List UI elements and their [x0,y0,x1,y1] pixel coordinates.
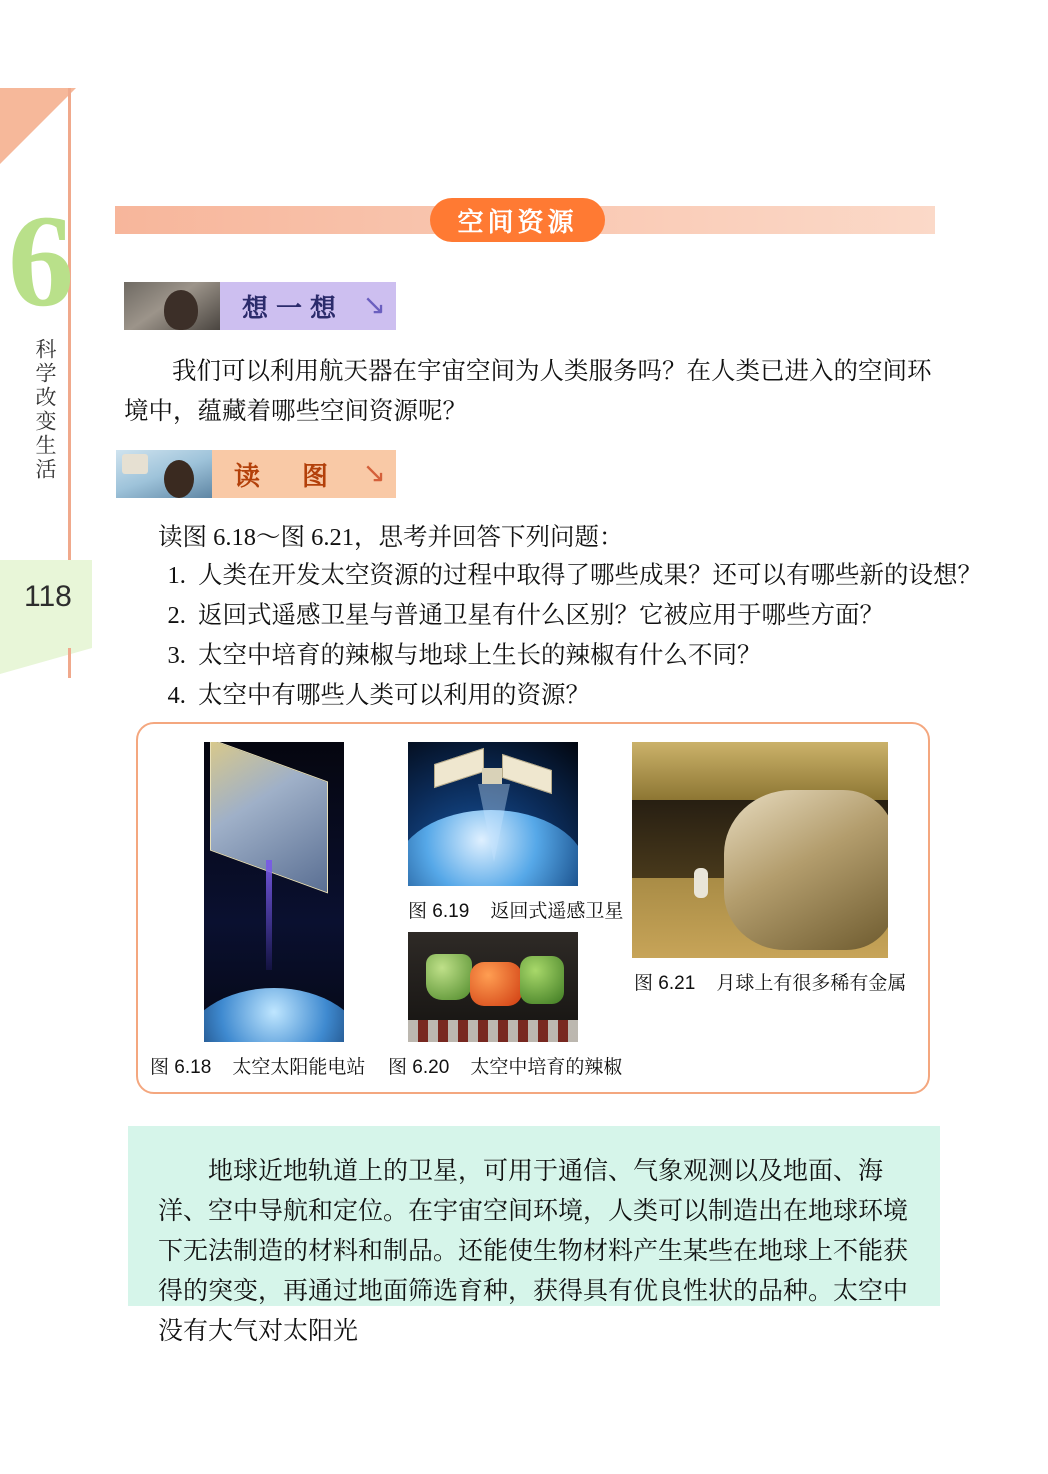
figure-panel [136,722,930,1094]
figure-caption-text: 月球上有很多稀有金属 [716,973,907,994]
activity-header-think [124,282,396,330]
page-content [110,0,982,1474]
earth-shape [204,988,344,1042]
activity-think-label: 想一想 [242,292,345,323]
arrow-down-right-icon: ↘ [362,458,386,489]
list-item: 2. 返回式遥感卫星与普通卫星有什么区别？它被应用于哪些方面？ [192,596,982,636]
pepper-red [470,962,522,1006]
solar-wing-left [434,748,484,788]
figure-number: 图 6.18 [150,1057,212,1078]
figure-space-bred-peppers-image [408,932,578,1042]
students-reading-photo [116,450,212,498]
astronaut-figure [694,868,708,898]
checkered-cloth [408,1020,578,1042]
figure-number: 图 6.19 [408,901,470,922]
satellite-body [482,768,502,784]
list-item: 4. 太空中有哪些人类可以利用的资源？ [192,676,982,716]
figure-caption-text: 太空太阳能电站 [232,1057,366,1078]
activity-header-read [116,450,396,498]
summary-box [128,1126,940,1345]
rail-bottom-line [68,648,71,678]
think-paragraph: 我们可以利用航天器在宇宙空间为人类服务吗？在人类已进入的空间环境中，蕴藏着哪些空间资源呢？ [124,358,932,425]
sensor-beam-shape [478,784,510,862]
left-margin-rail [0,0,92,1474]
figure-caption-text: 太空中培育的辣椒 [470,1057,623,1078]
figure-caption-6-20 [388,1052,622,1079]
arrow-down-right-icon: ↘ [362,290,386,321]
section-title-pill [430,198,605,242]
figure-number: 图 6.21 [634,973,696,994]
figure-remote-sensing-satellite-image [408,742,578,886]
list-item: 3. 太空中培育的辣椒与地球上生长的辣椒有什么不同？ [192,636,982,676]
summary-paragraph: 地球近地轨道上的卫星，可用于通信、气象观测以及地面、海洋、空中导航和定位。在宇宙空间环境，人类可以制造出在地球环境下无法制造的材料和制品。还能使生物材料产生某些在地球上不能获得的突变，再通过地面筛选育种，获得具有优良性状的品种。太空中没有大气对太阳光 [158,1158,909,1345]
figure-caption-6-18 [150,1052,365,1079]
question-list [158,556,982,716]
list-item: 1. 人类在开发太空资源的过程中取得了哪些成果？还可以有哪些新的设想？ [192,556,982,596]
read-intro-text: 读图 6.18～图 6.21，思考并回答下列问题： [158,524,624,551]
energy-beam-shape [266,860,272,970]
activity-read-label-box [212,450,396,498]
pepper-green [426,954,472,1000]
figure-number: 图 6.20 [388,1057,450,1078]
figure-caption-6-21 [634,968,906,995]
figure-caption-text: 返回式遥感卫星 [490,901,624,922]
pepper-green-2 [520,956,564,1004]
lunar-rock [724,790,888,950]
corner-triangle-decoration [0,88,76,164]
activity-think-label-box [220,282,396,330]
activity-read-label: 读 图 [234,460,337,491]
figure-caption-6-19 [408,896,623,923]
chapter-number: 6 [8,187,74,334]
page-number: 118 [24,580,72,613]
chapter-side-title: 科学改变生活 [33,338,57,482]
figure-moon-rare-metals-image [632,742,888,958]
figure-space-solar-power-station-image [204,742,344,1042]
section-title-text: 空间资源 [457,206,578,237]
student-thinking-photo [124,282,220,330]
